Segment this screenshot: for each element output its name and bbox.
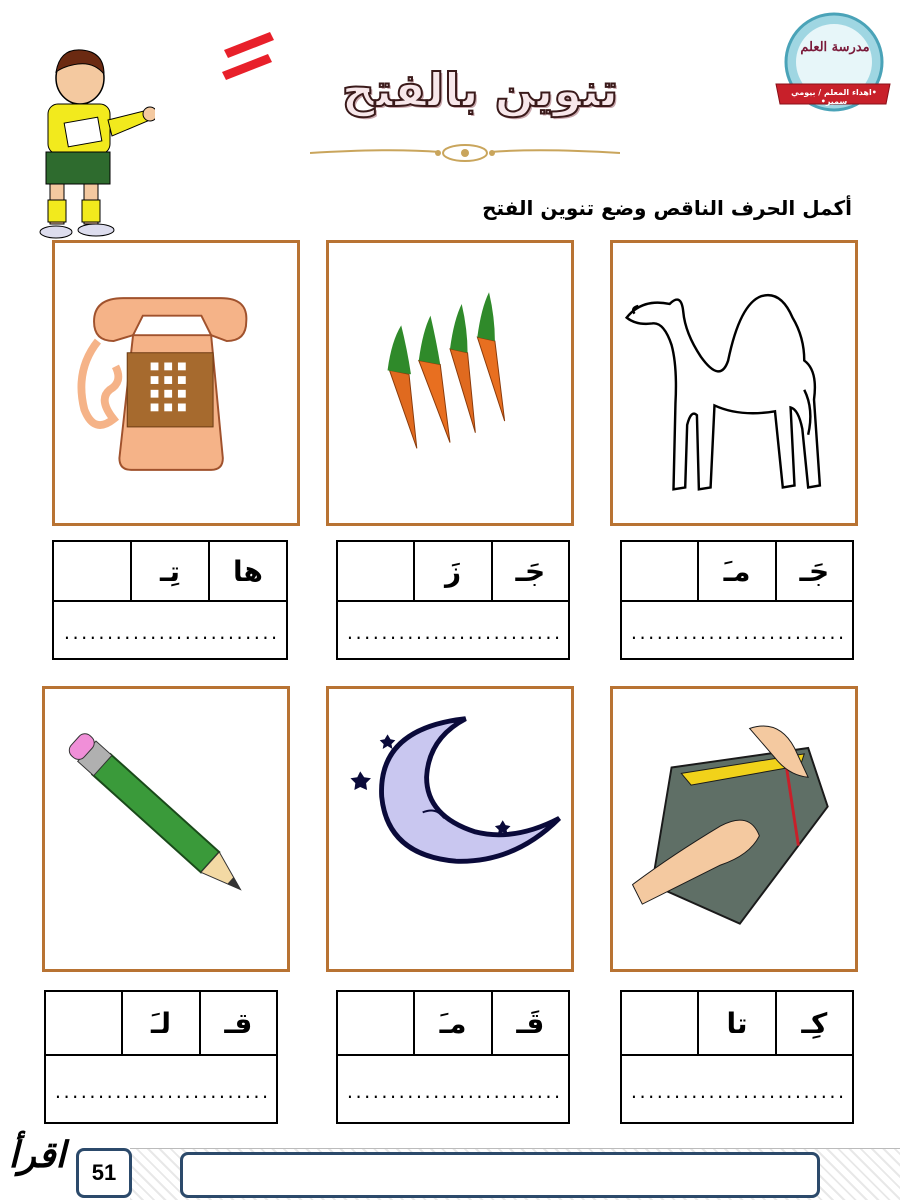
- letter-cell: مـَ: [413, 992, 490, 1054]
- read-logo: اقرأ: [8, 1134, 66, 1176]
- picture-card-book: [610, 686, 858, 972]
- letter-cell: لـَ: [121, 992, 198, 1054]
- picture-card-telephone: [52, 240, 300, 526]
- exercise-grid-pencil: [44, 990, 278, 1124]
- badge-caption: •اهداء المعلم / بيومي سمير•: [791, 88, 877, 106]
- blank-letter-cell[interactable]: [338, 542, 413, 600]
- answer-line[interactable]: .........................: [629, 1082, 845, 1102]
- picture-card-carrots: [326, 240, 574, 526]
- page-title: تنوين بالفتح: [341, 63, 619, 117]
- blank-letter-cell[interactable]: [54, 542, 130, 600]
- pencil-icon: [45, 689, 287, 969]
- answer-line[interactable]: .........................: [629, 623, 845, 643]
- crescent-moon-icon: [329, 689, 571, 969]
- letter-cell: تا: [697, 992, 774, 1054]
- answer-line[interactable]: .........................: [345, 623, 561, 643]
- picture-card-moon: [326, 686, 574, 972]
- letter-cell: ها: [208, 542, 286, 600]
- letter-cell: قَـ: [491, 992, 568, 1054]
- teacher-badge: [770, 10, 895, 120]
- letter-cell: كِـ: [775, 992, 852, 1054]
- answer-line[interactable]: .........................: [345, 1082, 561, 1102]
- letter-cell: جَـ: [491, 542, 568, 600]
- boy-reading-icon: [20, 40, 155, 245]
- carrots-icon: [329, 243, 571, 523]
- ornament-divider-icon: [310, 138, 620, 168]
- blank-letter-cell[interactable]: [46, 992, 121, 1054]
- page-number: 51: [76, 1148, 132, 1198]
- letter-cell: تِـ: [130, 542, 208, 600]
- blank-letter-cell[interactable]: [622, 542, 697, 600]
- exercise-grid-carrots: [336, 540, 570, 660]
- picture-card-pencil: [42, 686, 290, 972]
- exercise-grid-telephone: [52, 540, 288, 660]
- letter-cell: قـ: [199, 992, 276, 1054]
- book-icon: [613, 689, 855, 969]
- footer-text-box: [180, 1152, 820, 1198]
- telephone-icon: [55, 243, 297, 523]
- letter-cell: جَـ: [775, 542, 852, 600]
- exercise-grid-moon: [336, 990, 570, 1124]
- picture-card-camel: [610, 240, 858, 526]
- exercise-grid-book: [620, 990, 854, 1124]
- answer-line[interactable]: .........................: [53, 1082, 269, 1102]
- exercise-grid-camel: [620, 540, 854, 660]
- camel-icon: [613, 243, 855, 523]
- letter-cell: مـَ: [697, 542, 774, 600]
- badge-logo-text: مدرسة العلم: [800, 40, 870, 55]
- blank-letter-cell[interactable]: [338, 992, 413, 1054]
- letter-cell: زَ: [413, 542, 490, 600]
- answer-line[interactable]: .........................: [62, 623, 278, 643]
- instruction-text: أكمل الحرف الناقص وضع تنوين الفتح: [482, 196, 852, 220]
- tanween-fatha-mark-icon: [218, 24, 278, 80]
- blank-letter-cell[interactable]: [622, 992, 697, 1054]
